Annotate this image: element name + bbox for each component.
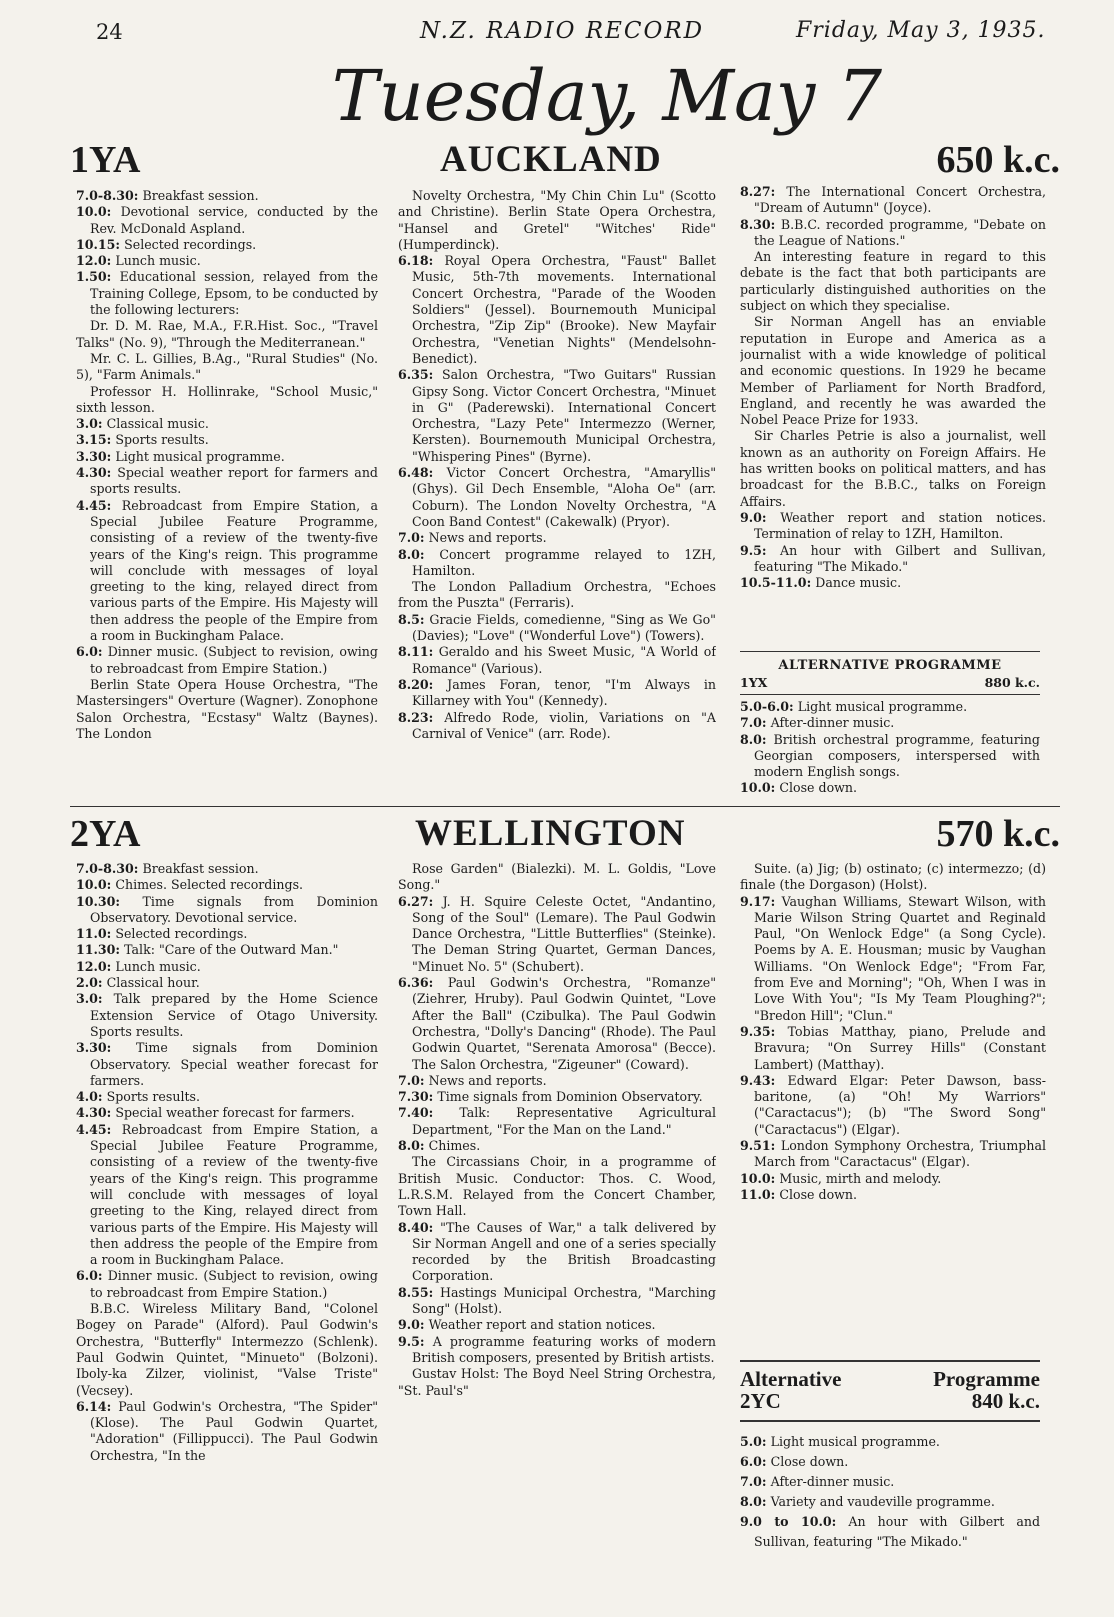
entry-time: 10.30: xyxy=(76,893,121,909)
programme-entry xyxy=(76,253,378,269)
alternative-frequency: 840 k.c. xyxy=(971,1389,1040,1413)
programme-entry xyxy=(398,1366,716,1399)
entry-time: 9.0: xyxy=(398,1317,425,1333)
programme-entry xyxy=(398,612,716,645)
entry-text: News and reports. xyxy=(428,530,547,546)
issue-date: Friday, May 3, 1935. xyxy=(796,18,1046,43)
entry-time: 5.0: xyxy=(740,1434,767,1449)
entry-text: Time signals from Dominion Observatory. xyxy=(437,1089,703,1105)
entry-text: Sports results. xyxy=(115,432,209,448)
entry-time: 6.0: xyxy=(76,1268,103,1284)
programme-entry xyxy=(398,530,716,546)
entry-text: An interesting feature in regard to this debate is the fact that both participants are particularly distinguished authorities on the subject on which they specialise. xyxy=(740,249,1046,314)
programme-entry xyxy=(76,861,378,877)
entry-time: 8.0: xyxy=(398,1138,425,1154)
entry-text: Light musical programme. xyxy=(770,1434,940,1449)
entry-time: 8.0: xyxy=(740,731,767,747)
programme-entry xyxy=(740,184,1046,217)
entry-time: 8.40: xyxy=(398,1219,434,1235)
programme-entry xyxy=(398,547,716,580)
alternative-call-sign: 2YC xyxy=(740,1389,781,1413)
entry-time: 9.35: xyxy=(740,1023,776,1039)
entry-text: Tobias Matthay, piano, Prelude and Bravura; "On Surrey Hills" (Constant Lambert) (Matthay). xyxy=(754,1023,1046,1072)
programme-entry xyxy=(398,188,716,253)
programme-entry xyxy=(76,975,378,991)
programme-entry xyxy=(76,351,378,384)
entry-time: 7.0: xyxy=(740,1474,767,1489)
entry-text: Dance music. xyxy=(815,575,902,591)
programme-entry xyxy=(740,575,1046,591)
entry-text: B.B.C. Wireless Military Band, "Colonel Bogey on Parade" (Alford). Paul Godwin's Orchestra, "Butterfly" Intermezzo (Schlenk). Paul Godwin Quintet, "Minueto" (Bolzoni). Iboly-ka Zilzer, violinist, "Valse Triste" (Vecsey). xyxy=(76,1301,378,1398)
programme-entry xyxy=(76,926,378,942)
entry-time: 7.40: xyxy=(398,1105,434,1121)
day-title: Tuesday, May 7 xyxy=(331,55,883,137)
entry-time: 10.0: xyxy=(740,1170,776,1186)
programme-entry xyxy=(76,1301,378,1399)
programme-entry xyxy=(76,384,378,417)
programme-entry xyxy=(740,1171,1046,1187)
programme-entry xyxy=(740,1432,1040,1452)
entry-time: 8.23: xyxy=(398,709,434,725)
entry-time: 9.51: xyxy=(740,1138,776,1154)
programme-entry xyxy=(740,1138,1046,1171)
entry-text: Close down. xyxy=(779,1186,858,1202)
entry-time: 7.0: xyxy=(398,1072,425,1088)
wellington-city: WELLINGTON xyxy=(415,813,686,854)
auckland-column-1 xyxy=(76,188,378,796)
entry-time: 8.55: xyxy=(398,1284,434,1300)
entry-text: James Foran, tenor, "I'm Always in Killarney with You" (Kennedy). xyxy=(412,676,716,709)
programme-entry xyxy=(740,1512,1040,1552)
programme-entry xyxy=(76,991,378,1040)
entry-text: Weather report and station notices. xyxy=(428,1317,656,1333)
entry-time: 6.0: xyxy=(740,1454,767,1469)
page-number: 24 xyxy=(96,20,123,44)
auckland-alternative-programme xyxy=(740,651,1040,796)
entry-text: Royal Opera Orchestra, "Faust" Ballet Music, 5th-7th movements. International Concert Orchestra, "Parade of the Wooden Soldiers" (Jessel). Bournemouth Municipal Orchestra, "Zip Zip" (Brooke). New Mayfair Orchestra, "Venetian Nights" (Mendelsohn-Benedict). xyxy=(412,253,716,366)
entry-time: 7.0: xyxy=(740,715,767,731)
wellington-column-2 xyxy=(398,861,716,1601)
programme-entry xyxy=(740,780,1040,796)
entry-text: J. H. Squire Celeste Octet, "Andantino, Song of the Soul" (Lemare). The Paul Godwin Dance Orchestra, "Little Butterflies" (Steinke). The Deman String Quartet, German Dances, "Minuet No. 5" (Schubert). xyxy=(412,893,716,974)
entry-text: Paul Godwin's Orchestra, "The Spider" (Klose). The Paul Godwin Quartet, "Adoration" (Fillippucci). The Paul Godwin Orchestra, "In the xyxy=(90,1398,378,1463)
entry-time: 6.48: xyxy=(398,465,434,481)
entry-text: Salon Orchestra, "Two Guitars" Russian Gipsy Song. Victor Concert Orchestra, "Minuet in G" (Paderewski). International Concert Orchestra, "Lazy Pete" Intermezzo (Werner, Kersten). Bournemouth Municipal Orchestra, "Whispering Pines" (Byrne). xyxy=(412,367,716,464)
programme-entry xyxy=(76,1105,378,1121)
entry-text: Talk: "Care of the Outward Man." xyxy=(124,942,339,958)
entry-text: Chimes. xyxy=(428,1138,481,1154)
programme-entry xyxy=(740,894,1046,1024)
entry-text: Vaughan Williams, Stewart Wilson, with Marie Wilson String Quartet and Reginald Paul, "On Wenlock Edge" (a Song Cycle). Poems by A. E. Housman; music by Vaughan Williams. "On Wenlock Edge"; "From Far, from Eve and Morning"; "Oh, When I was in Love With You"; "Is My Team Ploughing?"; "Bredon Hill"; "Clun." xyxy=(754,893,1046,1023)
entry-time: 5.0-6.0: xyxy=(740,699,794,714)
wellington-column-1 xyxy=(76,861,378,1597)
entry-text: British orchestral programme, featuring Georgian composers, interspersed with modern English songs. xyxy=(754,731,1040,780)
entry-text: Sports results. xyxy=(106,1089,200,1105)
programme-entry xyxy=(398,1105,716,1138)
entry-text: Suite. (a) Jig; (b) ostinato; (c) intermezzo; (d) finale (the Dorgason) (Holst). xyxy=(740,861,1046,893)
entry-text: Geraldo and his Sweet Music, "A World of Romance" (Various). xyxy=(412,644,716,676)
alternative-heading-right: Programme xyxy=(933,1367,1040,1391)
programme-entry xyxy=(76,432,378,448)
programme-entry xyxy=(740,1492,1040,1512)
entry-time: 9.0: xyxy=(740,509,767,525)
entry-text: Educational session, relayed from the Training College, Epsom, to be conducted by the following lecturers: xyxy=(90,269,378,318)
programme-entry xyxy=(398,367,716,465)
alternative-heading-left: Alternative xyxy=(740,1367,842,1391)
auckland-call-sign: 1YA xyxy=(70,139,141,181)
entry-text: Rebroadcast from Empire Station, a Special Jubilee Feature Programme, consisting of a review of the twenty-five years of the King's reign. This programme will conclude with messages of loyal greeting to the king, relayed direct from various parts of the Empire. His Majesty will then address the people of the Empire from a room in Buckingham Palace. xyxy=(90,497,378,644)
entry-time: 7.0-8.30: xyxy=(76,188,139,203)
entry-text: The London Palladium Orchestra, "Echoes from the Puszta" (Ferraris). xyxy=(398,579,716,611)
entry-time: 6.27: xyxy=(398,893,434,909)
programme-entry xyxy=(740,314,1046,428)
programme-entry xyxy=(398,1073,716,1089)
programme-entry xyxy=(76,959,378,975)
entry-time: 4.45: xyxy=(76,497,112,513)
entry-text: Paul Godwin's Orchestra, "Romanze" (Ziehrer, Hruby). Paul Godwin Quintet, "Love After the Ball" (Czibulka). The Paul Godwin Orchestra, "Dolly's Dancing" (Rhode). The Paul Godwin Quartet, "Serenata Amorosa" (Becce). The Salon Orchestra, "Zigeuner" (Coward). xyxy=(412,975,716,1072)
programme-entry xyxy=(76,1089,378,1105)
entry-time: 1.50: xyxy=(76,269,112,285)
entry-text: B.B.C. recorded programme, "Debate on the League of Nations." xyxy=(754,216,1046,248)
entry-time: 4.30: xyxy=(76,465,112,481)
entry-time: 3.15: xyxy=(76,432,112,448)
auckland-city: AUCKLAND xyxy=(440,139,662,180)
entry-text: Light musical programme. xyxy=(115,448,285,464)
rule xyxy=(740,1360,1040,1362)
entry-text: Music, mirth and melody. xyxy=(779,1170,942,1186)
programme-entry xyxy=(740,861,1046,894)
programme-entry xyxy=(398,1334,716,1367)
entry-text: Hastings Municipal Orchestra, "Marching Song" (Holst). xyxy=(412,1284,716,1317)
auckland-station-header xyxy=(70,138,1060,188)
programme-entry xyxy=(76,1122,378,1269)
entry-text: Professor H. Hollinrake, "School Music," sixth lesson. xyxy=(76,383,378,415)
programme-entry xyxy=(398,1154,716,1219)
programme-entry xyxy=(398,1285,716,1318)
programme-entry xyxy=(740,1187,1046,1203)
entry-time: 9.5: xyxy=(740,542,767,558)
entry-time: 6.14: xyxy=(76,1398,112,1414)
alternative-heading: ALTERNATIVE PROGRAMME xyxy=(778,658,1002,673)
entry-time: 10.0: xyxy=(76,204,112,220)
entry-time: 7.0: xyxy=(398,530,425,546)
rule xyxy=(740,694,1040,695)
entry-text: An hour with Gilbert and Sullivan, featuring "The Mikado." xyxy=(754,542,1046,574)
programme-entry xyxy=(740,249,1046,314)
programme-entry xyxy=(398,644,716,677)
entry-text: Close down. xyxy=(779,780,858,796)
programme-entry xyxy=(76,498,378,645)
entry-text: Victor Concert Orchestra, "Amaryllis" (Ghys). Gil Dech Ensemble, "Aloha Oe" (arr. Coburn). The London Novelty Orchestra, "A Coon Band Contest" (Cakewalk) (Pryor). xyxy=(412,465,716,529)
entry-time: 6.36: xyxy=(398,975,434,991)
programme-entry xyxy=(398,975,716,1073)
entry-text: Chimes. Selected recordings. xyxy=(115,877,304,893)
entry-text: Dr. D. M. Rae, M.A., F.R.Hist. Soc., "Travel Talks" (No. 9), "Through the Mediterranean." xyxy=(76,318,378,350)
programme-entry xyxy=(398,253,716,367)
entry-text: Edward Elgar: Peter Dawson, bass-baritone, (a) "Oh! My Warriors" ("Caractacus"); (b) "The Sword Song" ("Caractacus") (Elgar). xyxy=(754,1072,1046,1137)
programme-entry xyxy=(740,732,1040,781)
entry-text: Breakfast session. xyxy=(142,188,259,203)
wellington-frequency: 570 k.c. xyxy=(936,813,1060,855)
rule xyxy=(740,651,1040,652)
entry-text: Selected recordings. xyxy=(124,236,257,252)
programme-entry xyxy=(398,465,716,530)
entry-text: Gustav Holst: The Boyd Neel String Orchestra, "St. Paul's" xyxy=(398,1366,716,1398)
entry-time: 10.0: xyxy=(76,877,112,893)
programme-entry xyxy=(398,1220,716,1285)
programme-entry xyxy=(740,1073,1046,1138)
entry-text: London Symphony Orchestra, Triumphal March from "Caractacus" (Elgar). xyxy=(754,1138,1046,1170)
wellington-alternative-list xyxy=(740,1432,1040,1552)
entry-time: 4.0: xyxy=(76,1089,103,1105)
entry-time: 11.0: xyxy=(76,926,112,942)
entry-time: 8.0: xyxy=(740,1494,767,1509)
programme-entry xyxy=(398,1089,716,1105)
entry-time: 12.0: xyxy=(76,958,112,974)
entry-time: 8.11: xyxy=(398,644,434,660)
programme-entry xyxy=(76,416,378,432)
programme-entry xyxy=(76,269,378,318)
programme-entry xyxy=(76,644,378,677)
entry-text: The International Concert Orchestra, "Dream of Autumn" (Joyce). xyxy=(754,184,1046,216)
entry-text: Classical music. xyxy=(106,416,209,432)
entry-text: Concert programme relayed to 1ZH, Hamilton. xyxy=(412,546,716,578)
entry-text: Novelty Orchestra, "My Chin Chin Lu" (Scotto and Christine). Berlin State Opera Orchestra, "Hansel and Gretel" "Witches' Ride" (Humperdinck). xyxy=(398,188,716,252)
entry-text: Lunch music. xyxy=(115,253,201,269)
entry-time: 8.0: xyxy=(398,546,425,562)
entry-text: "The Causes of War," a talk delivered by Sir Norman Angell and one of a series specially recorded by the British Broadcasting Corporation. xyxy=(412,1219,716,1284)
entry-text: Gracie Fields, comedienne, "Sing as We Go" (Davies); "Love" ("Wonderful Love") (Towers). xyxy=(412,611,716,644)
entry-text: Rebroadcast from Empire Station, a Special Jubilee Feature Programme, consisting of a review of the twenty-five years of the King's reign. This programme will conclude with messages of loyal greeting to the King, relayed direct from various parts of the Empire. His Majesty will then address the people of the Empire from a room in Buckingham Palace. xyxy=(90,1121,378,1268)
programme-entry xyxy=(76,894,378,927)
entry-text: The Circassians Choir, in a programme of British Music. Conductor: Thos. C. Wood, L.R.S.M. Relayed from the Concert Chamber, Town Hall. xyxy=(398,1154,716,1219)
auckland-frequency: 650 k.c. xyxy=(936,139,1060,181)
programme-entry xyxy=(740,715,1040,731)
entry-time: 6.35: xyxy=(398,367,434,383)
programme-entry xyxy=(76,204,378,237)
entry-time: 9.43: xyxy=(740,1072,776,1088)
wellington-station-header xyxy=(70,812,1060,862)
publication-title: N.Z. RADIO RECORD xyxy=(420,18,705,44)
programme-entry xyxy=(740,1472,1040,1492)
entry-time: 9.0 to 10.0: xyxy=(740,1514,837,1529)
entry-time: 6.0: xyxy=(76,644,103,660)
entry-text: Selected recordings. xyxy=(115,926,248,942)
alternative-box xyxy=(740,1368,1040,1412)
wellington-column-3 xyxy=(740,861,1046,1341)
programme-entry xyxy=(398,1317,716,1333)
entry-text: Talk prepared by the Home Science Extension Service of Otago University. Sports results. xyxy=(90,991,378,1039)
entry-time: 4.30: xyxy=(76,1105,112,1121)
entry-time: 10.5-11.0: xyxy=(740,575,812,591)
entry-time: 3.30: xyxy=(76,448,112,464)
programme-entry xyxy=(740,1024,1046,1073)
entry-text: News and reports. xyxy=(428,1072,547,1088)
entry-time: 8.20: xyxy=(398,676,434,692)
entry-time: 11.30: xyxy=(76,942,121,958)
entry-text: Close down. xyxy=(770,1454,849,1469)
entry-time: 9.17: xyxy=(740,893,776,909)
entry-time: 3.0: xyxy=(76,991,103,1007)
page-header xyxy=(0,14,1114,50)
entry-text: Lunch music. xyxy=(115,958,201,974)
entry-text: Sir Norman Angell has an enviable reputation in Europe and America as a journalist with a wide knowledge of political and economic questions. In 1929 he became Member of Parliament for North Bradford, England, and recently he was awarded the Nobel Peace Prize for 1933. xyxy=(740,314,1046,428)
programme-entry xyxy=(398,1138,716,1154)
entry-text: Variety and vaudeville programme. xyxy=(770,1494,995,1509)
programme-entry xyxy=(76,1268,378,1301)
auckland-column-2 xyxy=(398,188,716,800)
entry-text: Alfredo Rode, violin, Variations on "A Carnival of Venice" (arr. Rode). xyxy=(412,709,716,741)
programme-entry xyxy=(398,579,716,612)
programme-entry xyxy=(740,543,1046,576)
alternative-frequency: 880 k.c. xyxy=(984,675,1040,690)
programme-entry xyxy=(76,318,378,351)
entry-time: 7.30: xyxy=(398,1089,434,1105)
alternative-call-sign: 1YX xyxy=(740,675,768,690)
entry-text: Breakfast session. xyxy=(142,861,259,876)
entry-text: Sir Charles Petrie is also a journalist, well known as an authority on Foreign Affairs. He has written books on political matters, and has broadcast for the B.B.C., talks on Foreign Affairs. xyxy=(740,428,1046,509)
wellington-call-sign: 2YA xyxy=(70,813,141,855)
entry-text: Rose Garden" (Bialezki). M. L. Goldis, "Love Song." xyxy=(398,861,716,893)
programme-entry xyxy=(76,942,378,958)
auckland-column-3 xyxy=(740,184,1046,654)
rule xyxy=(740,1420,1040,1422)
entry-text: After-dinner music. xyxy=(770,715,895,731)
programme-entry xyxy=(76,188,378,204)
entry-text: Dinner music. (Subject to revision, owing to rebroadcast from Empire Station.) xyxy=(90,644,378,676)
programme-entry xyxy=(76,449,378,465)
entry-time: 4.45: xyxy=(76,1121,112,1137)
entry-time: 11.0: xyxy=(740,1186,776,1202)
programme-entry xyxy=(76,677,378,742)
programme-entry xyxy=(398,710,716,743)
programme-entry xyxy=(76,465,378,498)
programme-entry xyxy=(398,894,716,975)
entry-time: 3.0: xyxy=(76,416,103,432)
entry-text: A programme featuring works of modern British composers, presented by British artists. xyxy=(412,1333,716,1365)
entry-time: 10.15: xyxy=(76,236,121,252)
entry-text: Weather report and station notices. Termination of relay to 1ZH, Hamilton. xyxy=(754,509,1046,542)
entry-time: 10.0: xyxy=(740,780,776,796)
entry-time: 9.5: xyxy=(398,1333,425,1349)
entry-time: 8.27: xyxy=(740,184,776,199)
entry-text: Light musical programme. xyxy=(797,699,968,714)
programme-entry xyxy=(76,1399,378,1464)
entry-text: Mr. C. L. Gillies, B.Ag., "Rural Studies" (No. 5), "Farm Animals." xyxy=(76,350,378,383)
programme-entry xyxy=(76,877,378,893)
programme-entry xyxy=(740,699,1040,715)
entry-time: 3.30: xyxy=(76,1040,112,1056)
programme-entry xyxy=(76,237,378,253)
entry-text: Special weather forecast for farmers. xyxy=(115,1105,355,1121)
entry-time: 8.30: xyxy=(740,216,776,232)
entry-text: Classical hour. xyxy=(106,975,200,991)
entry-text: Talk: Representative Agricultural Department, "For the Man on the Land." xyxy=(412,1105,716,1137)
entry-time: 12.0: xyxy=(76,253,112,269)
programme-entry xyxy=(740,1452,1040,1472)
entry-text: Devotional service, conducted by the Rev. McDonald Aspland. xyxy=(90,204,378,236)
programme-entry xyxy=(740,428,1046,509)
alternative-station-row xyxy=(740,675,1040,690)
entry-text: Special weather report for farmers and sports results. xyxy=(90,465,378,497)
entry-text: Time signals from Dominion Observatory. Special weather forecast for farmers. xyxy=(90,1040,378,1088)
entry-time: 2.0: xyxy=(76,975,103,991)
programme-entry xyxy=(740,217,1046,250)
auckland-alternative-list xyxy=(740,699,1040,797)
entry-text: An hour with Gilbert and Sullivan, featuring "The Mikado." xyxy=(754,1514,1040,1549)
programme-entry xyxy=(398,861,716,894)
programme-entry xyxy=(398,677,716,710)
programme-entry xyxy=(740,510,1046,543)
entry-text: Time signals from Dominion Observatory. Devotional service. xyxy=(90,893,378,925)
wellington-alternative-programme xyxy=(740,1360,1040,1549)
entry-time: 7.0-8.30: xyxy=(76,861,139,876)
programme-entry xyxy=(76,1040,378,1089)
entry-text: Dinner music. (Subject to revision, owing to rebroadcast from Empire Station.) xyxy=(90,1268,378,1300)
entry-text: After-dinner music. xyxy=(770,1474,895,1489)
entry-time: 8.5: xyxy=(398,611,425,627)
section-divider xyxy=(70,806,1060,807)
entry-text: Berlin State Opera House Orchestra, "The Mastersingers" Overture (Wagner). Zonophone Salon Orchestra, "Ecstasy" Waltz (Baynes). The London xyxy=(76,676,378,741)
entry-time: 6.18: xyxy=(398,253,434,269)
